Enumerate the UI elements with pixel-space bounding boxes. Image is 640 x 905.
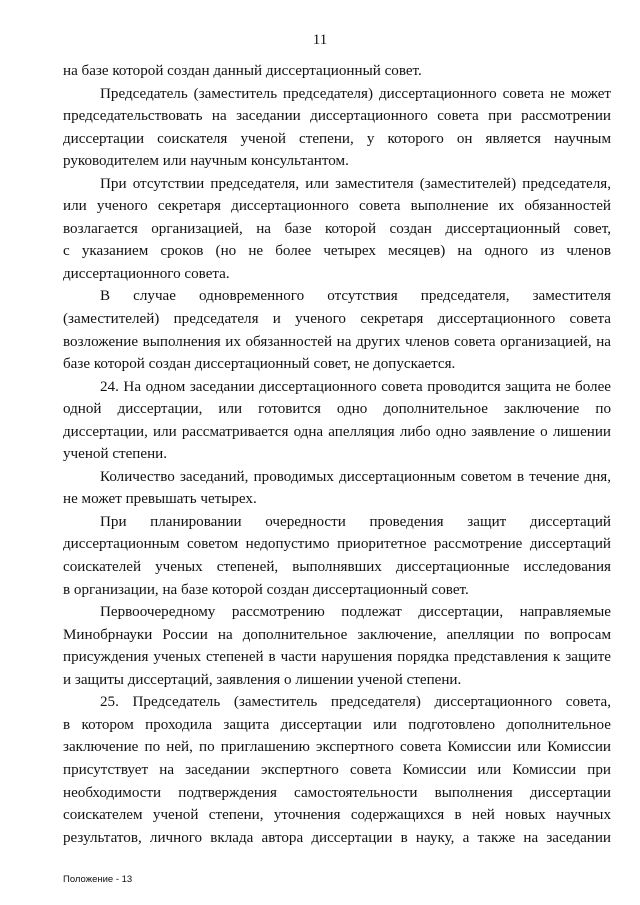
text-line: Председатель (заместитель председателя) диссертационного совета не может <box>100 85 611 102</box>
page-number: 11 <box>312 32 328 48</box>
text-line: 24. На одном заседании диссертационного совета проводится защита не более <box>100 378 611 395</box>
text-line: Минобрнауки России на дополнительное заключение, апелляции по вопросам <box>63 626 611 643</box>
text-line: на базе которой создан данный диссертационный совет. <box>63 63 422 79</box>
text-line: результатов, личного вклада автора диссертации в науку, а также на заседании <box>63 829 611 846</box>
text-line: руководителем или научным консультантом. <box>63 153 349 170</box>
text-line: ученой степени. <box>63 446 168 463</box>
text-line: В случае одновременного отсутствия председателя, заместителя <box>100 288 611 305</box>
text-line: (заместителей) председателя и ученого секретаря диссертационного совета <box>63 311 611 328</box>
text-line: базе которой создан диссертационный совет, не допускается. <box>63 356 456 373</box>
text-line: диссертационным советом недопустимо приоритетное рассмотрение диссертаций <box>63 536 611 553</box>
text-line: При планировании очередности проведения защит диссертаций <box>100 513 611 530</box>
text-line: Первоочередному рассмотрению подлежат диссертации, направляемые <box>100 604 611 621</box>
text-line: диссертации соискателя ученой степени, у которого он является научным <box>63 130 611 147</box>
text-line: соискателей ученых степеней, выполнявших диссертационные исследования <box>63 559 611 576</box>
text-line: При отсутствии председателя, или заместителя (заместителей) председателя, <box>100 175 611 192</box>
text-line: соискателем ученой степени, уточнения содержащихся в ней новых научных <box>63 807 611 824</box>
text-line: и защиты диссертаций, заявления о лишении ученой степени. <box>63 671 462 688</box>
text-line: Количество заседаний, проводимых диссертационным советом в течение дня, <box>100 468 611 485</box>
text-line: возлагается организацией, на базе которой создан диссертационный совет, <box>63 220 611 237</box>
text-line: диссертационного совета. <box>63 265 230 282</box>
text-line: 25. Председатель (заместитель председателя) диссертационного совета, <box>100 694 611 711</box>
footer-label: Положение - 13 <box>63 874 133 885</box>
text-line: возложение выполнения их обязанностей на других членов совета организацией, на <box>63 333 611 350</box>
text-line: с указанием сроков (но не более четырех месяцев) на одного из членов <box>63 243 611 260</box>
text-line: присуждения ученых степеней в части нарушения порядка представления к защите <box>63 649 611 666</box>
text-line: одной диссертации, или готовится одно дополнительное заключение по <box>63 401 611 418</box>
text-line: диссертации, или рассматривается одна апелляция либо одно заявление о лишении <box>63 423 611 440</box>
text-line: в котором проходила защита диссертации или подготовлено дополнительное <box>63 716 611 733</box>
document-body <box>63 60 611 849</box>
text-line: или ученого секретаря диссертационного совета выполнение их обязанностей <box>63 198 611 215</box>
text-line: заключение по ней, по приглашению экспертного совета Комиссии или Комиссии <box>63 739 611 756</box>
text-line: в организации, на базе которой создан диссертационный совет. <box>63 581 469 598</box>
text-line: не может превышать четырех. <box>63 491 257 508</box>
text-line: присутствует на заседании экспертного совета Комиссии или Комиссии при <box>63 761 611 778</box>
text-line: необходимости подтверждения самостоятельности выполнения диссертации <box>63 784 611 801</box>
text-line: председательствовать на заседании диссертационного совета при рассмотрении <box>63 108 611 125</box>
